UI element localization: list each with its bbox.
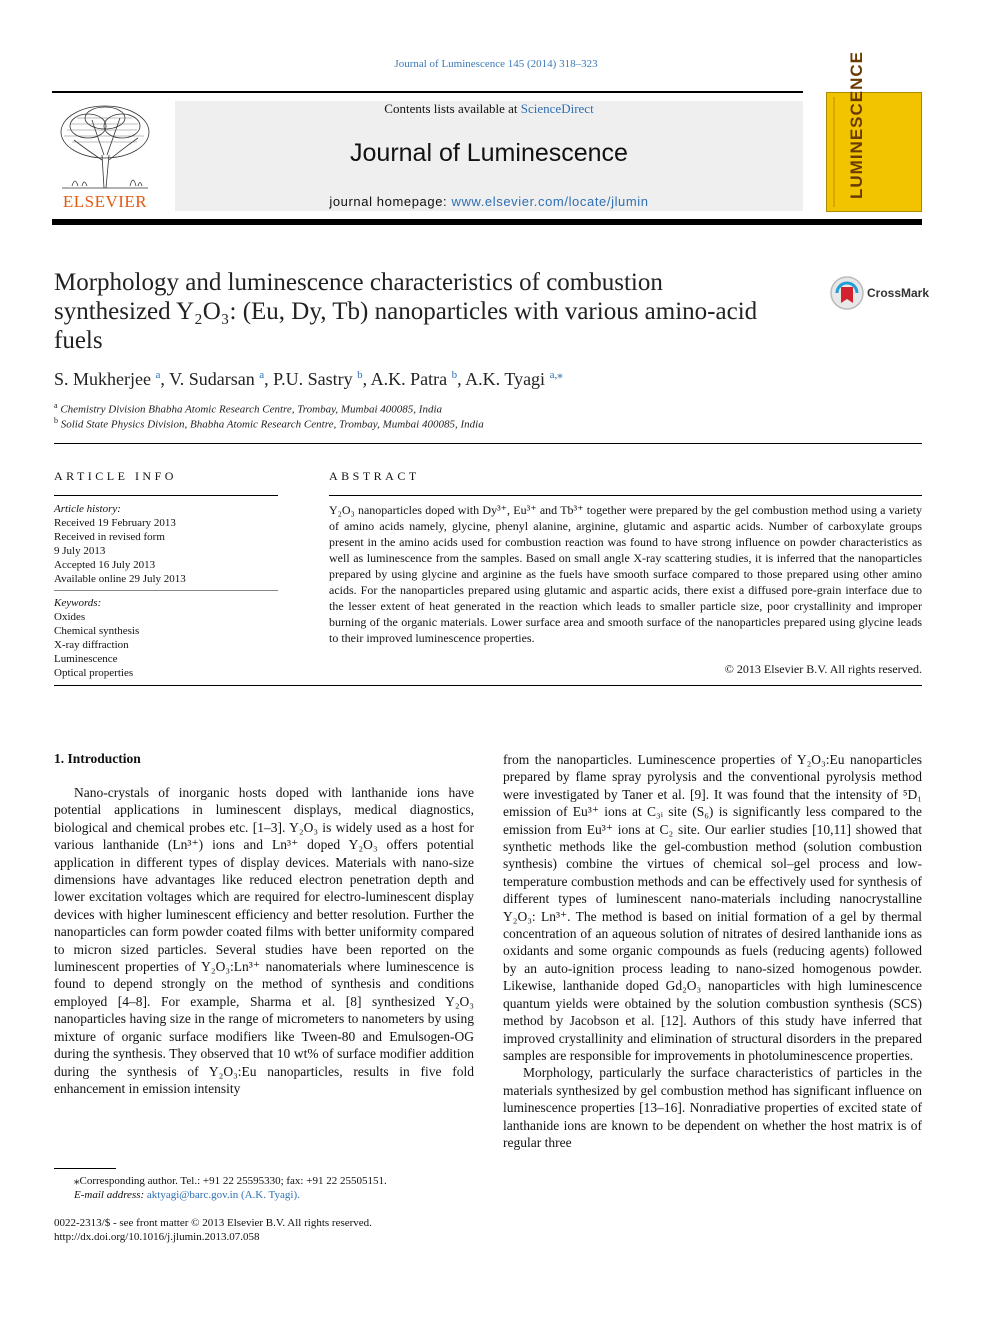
history-item: 9 July 2013 <box>54 545 106 557</box>
email-link[interactable]: aktyagi@barc.gov.in (A.K. Tyagi). <box>146 1189 300 1201</box>
section-heading: 1. Introduction <box>54 751 141 766</box>
author-affiliation-mark[interactable]: b <box>451 369 458 381</box>
article-info-heading: ARTICLE INFO <box>54 469 177 483</box>
divider <box>54 495 278 496</box>
affiliation-text: Chemistry Division Bhabha Atomic Research Centre, Trombay, Mumbai 400085, India <box>60 403 443 416</box>
sciencedirect-link[interactable]: ScienceDirect <box>520 101 594 116</box>
author-affiliation-mark[interactable]: b <box>357 369 363 381</box>
email-label: E-mail address: <box>74 1189 147 1201</box>
paragraph: from the nanoparticles. Luminescence properties of Y₂O₃:Eu nanoparticles prepared by flame spray pyrolysis and the conventional pyrolysis method were investigated by Taner et al. [9]. It was found that the intensity of ⁵D₁ emission of Eu³⁺ ions at C₃ᵢ site (S₆) is significantly less compared to the emission from Eu³⁺ ions at C₂ site. Our earlier studies [10,11] showed that synthetic methods like the gel-combustion method (solution combustion synthesis) combine the virtues of chemical sol–gel process and low-temperature combustion methods and can be effectively used for synthesis of different types of luminescent nano-materials including nanocrystalline Y₂O₃: Ln³⁺. The method is based on initial formation of a gel by thermal concentration of an aqueous solution of nitrates of desired lanthanide ions as oxidants and some organic compounds as fuels (reducing agents) followed by an auto-ignition process leading to nano-sized homogenous powder. Likewise, lanthanide doped Gd₂O₃ nanoparticles with high luminescence quantum yields were obtained by the solution combustion synthesis (SCS) method by Jacobson et al. [12]. Authors of this study have inferred that improved crystallinity and elimination of structural disorders in the prepared samples are responsible for improvements in photoluminescence properties. <box>503 752 922 1063</box>
author[interactable]: V. Sudarsan <box>169 369 255 389</box>
author-affiliation-mark[interactable]: a,⁎ <box>549 369 563 381</box>
abstract-heading: ABSTRACT <box>329 469 420 483</box>
crossmark-icon <box>829 275 865 311</box>
article-history <box>54 502 278 586</box>
abstract-copyright: © 2013 Elsevier B.V. All rights reserved. <box>724 662 922 676</box>
author[interactable]: P.U. Sastry <box>273 369 353 389</box>
tree-icon <box>52 100 158 190</box>
author[interactable]: S. Mukherjee <box>54 369 151 389</box>
body-column-right <box>503 751 922 1151</box>
keyword: Luminescence <box>54 653 118 665</box>
divider <box>54 443 922 444</box>
affiliation-mark: a <box>54 401 58 410</box>
article-title: Morphology and luminescence characteristics of combustion synthesized Y₂O₃: (Eu, Dy, Tb) nanoparticles with various amino-acid fuels <box>54 269 758 354</box>
footnote-rule <box>54 1168 116 1169</box>
issn-line: 0022-2313/$ - see front matter © 2013 Elsevier B.V. All rights reserved. <box>54 1217 372 1229</box>
author-affiliation-mark[interactable]: a <box>155 369 161 381</box>
author[interactable]: A.K. Tyagi <box>465 369 546 389</box>
elsevier-tree-logo <box>52 100 158 214</box>
keywords <box>54 596 278 680</box>
keyword: Chemical synthesis <box>54 625 140 637</box>
journal-citation[interactable]: Journal of Luminescence 145 (2014) 318–323 <box>394 58 598 70</box>
divider <box>329 495 922 496</box>
homepage-prefix: journal homepage: <box>329 194 452 209</box>
journal-name: Journal of Luminescence <box>350 139 628 167</box>
paragraph: Morphology, particularly the surface characteristics of particles in the materials synthesized by gel combustion method has significant influence on luminescence properties [13–16]. Nonradiative properties of excited state of lanthanide ions are known to be dependent on whether the host matrix is of regular three <box>503 1065 922 1150</box>
affiliation-a <box>54 401 904 416</box>
body-column-left <box>54 784 474 1097</box>
affiliation-b <box>54 416 904 431</box>
header-top-rule <box>52 91 803 93</box>
divider <box>54 685 922 686</box>
author-list: S. Mukherjee $^a$, V. Sudarsan $^a$, P.U. Sastry $^b$, A.K. Patra $^b$, A.K. Tyagi $^{a,⁎}$ <box>54 369 563 389</box>
journal-homepage <box>175 194 803 209</box>
crossmark-badge[interactable] <box>829 275 930 311</box>
author-affiliation-mark[interactable]: a <box>259 369 265 381</box>
email-note <box>54 1188 474 1202</box>
paragraph: Nano-crystals of inorganic hosts doped with lanthanide ions have potential applications in luminescent displays, medical diagnostics, biological and chemical probes etc. [1–3]. Y₂O₃ is widely used as a host for various lanthanide (Ln³⁺) ions and Ln³⁺ doped Y₂O₃ offers potential application in different types of display devices. Materials with nano-size dimensions have advantages like reduced electron penetration depth and lower excitation voltages which are required for electro-luminescent display devices with higher luminescent efficiency and better resolution. Further the nanoparticles can form powder coated films with better uniformity compared to micron sized particles. Several studies have been reported on the luminescent properties of Y₂O₃:Ln³⁺ nanomaterials where luminescence is found to depend strongly on the method of synthesis and conditions employed [4–8]. For example, Sharma et al. [8] synthesized Y₂O₃ nanoparticles having size in the range of micrometers to nanometers by using mixture of organic surface modifiers like Tween-80 and Emulsogen-OG during the synthesis. They observed that 10 wt% of surface modifier addition during the synthesis of Y₂O₃:Eu nanoparticles, results in five fold enhancement in emission intensity <box>54 785 474 1096</box>
journal-cover-thumbnail[interactable] <box>826 50 922 212</box>
elsevier-wordmark: ELSEVIER <box>62 192 148 211</box>
history-item: Received 19 February 2013 <box>54 517 176 529</box>
keyword: Oxides <box>54 611 86 623</box>
homepage-link[interactable]: www.elsevier.com/locate/jlumin <box>451 194 649 209</box>
contents-line <box>175 101 803 117</box>
author[interactable]: A.K. Patra <box>370 369 448 389</box>
history-item: Received in revised form <box>54 531 165 543</box>
history-label: Article history: <box>54 503 121 515</box>
corresponding-author-note: ⁎Corresponding author. Tel.: +91 22 25595330; fax: +91 22 25505151. <box>74 1175 387 1187</box>
history-item: Available online 29 July 2013 <box>54 573 186 585</box>
doi-link[interactable]: http://dx.doi.org/10.1016/j.jlumin.2013.07.058 <box>54 1231 260 1243</box>
divider <box>54 590 278 591</box>
header-thick-rule <box>52 219 922 225</box>
keywords-label: Keywords: <box>54 597 102 609</box>
affiliation-text: Solid State Physics Division, Bhabha Atomic Research Centre, Trombay, Mumbai 400085, India <box>60 418 484 431</box>
contents-prefix: Contents lists available at <box>384 101 521 116</box>
keyword: X-ray diffraction <box>54 639 129 651</box>
cover-title: LUMINESCENCE <box>847 50 866 199</box>
crossmark-label: CrossMark <box>867 286 930 300</box>
abstract-text: Y₂O₃ nanoparticles doped with Dy³⁺, Eu³⁺ and Tb³⁺ together were prepared by the gel combustion method using a variety of amino acids namely, glycine, phenyl alanine, arginine, glutamic and aspartic acids. Number of carboxylate groups present in the amino acids used for combustion reaction was found to have strong influence on powder characteristics as well as luminescence from the samples. Based on small angle X-ray scattering studies, it is inferred that the nanoparticles prepared by using glycine and arginine as the fuels have smooth surface compared to those prepared using other amino acids. For the nanoparticles prepared using glutamic and aspartic acids, there exist a diffused pore-grain interface due to the lesser extent of heat generated in the reaction which leads to smaller particle size, poor crystallinity and improper burning of the organic materials. Lower surface area and smooth surface of the nanoparticles prepared using glycine leads to their improved luminescence properties. <box>329 503 922 645</box>
history-item: Accepted 16 July 2013 <box>54 559 156 571</box>
keyword: Optical properties <box>54 667 134 679</box>
affiliation-mark: b <box>54 416 58 425</box>
